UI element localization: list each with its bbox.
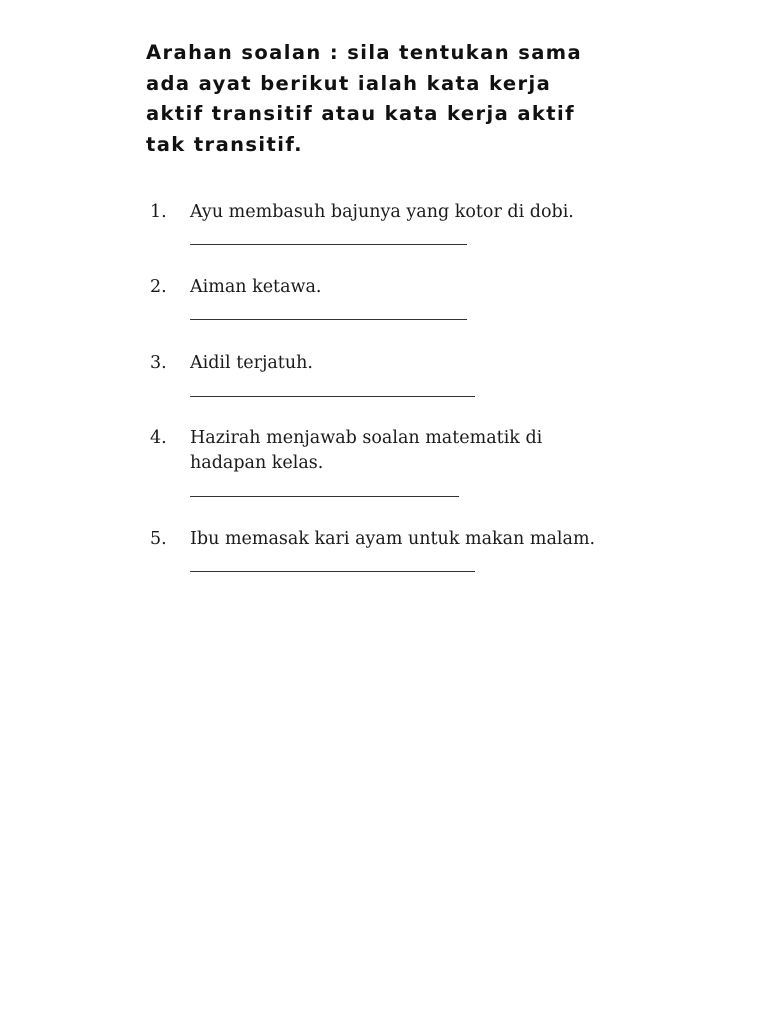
question-text: Aiman ketawa. xyxy=(190,277,322,297)
question-number: 1. xyxy=(150,202,167,222)
question-number: 5. xyxy=(150,529,167,549)
question-number: 3. xyxy=(150,353,167,373)
answer-blank-line[interactable] xyxy=(190,319,467,320)
question-text: Aidil terjatuh. xyxy=(190,353,313,373)
question-text: Ibu memasak kari ayam untuk makan malam. xyxy=(190,529,596,549)
question-number: 4. xyxy=(150,428,167,448)
answer-blank-line[interactable] xyxy=(190,396,475,397)
answer-blank-line[interactable] xyxy=(190,571,475,572)
question-text: Hazirah menjawab soalan matematik di hadapan kelas. xyxy=(190,428,543,473)
instructions-text: Arahan soalan : sila tentukan sama ada ayat berikut ialah kata kerja aktif transitif atau kata kerja aktif tak transitif. xyxy=(146,41,583,156)
answer-blank-line[interactable] xyxy=(190,244,467,245)
question-text: Ayu membasuh bajunya yang kotor di dobi. xyxy=(190,202,574,222)
answer-blank-line[interactable] xyxy=(190,496,459,497)
question-number: 2. xyxy=(150,277,167,297)
